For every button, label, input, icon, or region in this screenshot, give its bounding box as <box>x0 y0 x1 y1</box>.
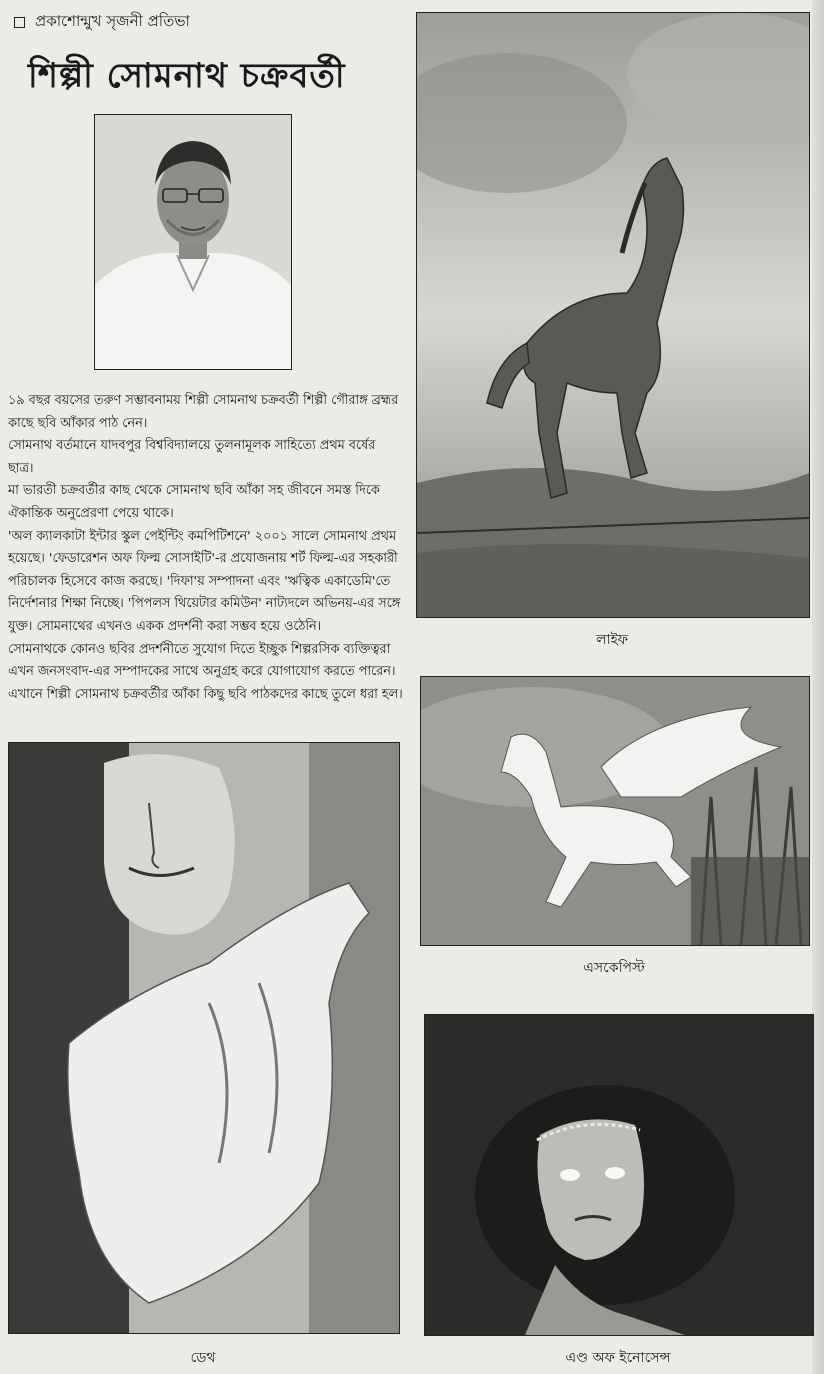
section-label <box>14 10 190 35</box>
article-body <box>8 390 404 706</box>
square-bullet-icon <box>14 17 25 28</box>
artist-portrait-photo <box>94 114 292 370</box>
painting-end-of-innocence <box>424 1014 814 1336</box>
section-label-text: প্রকাশোন্মুখ সৃজনী প্রতিভা <box>35 12 190 30</box>
caption-life: লাইফ <box>595 632 628 648</box>
article-paragraph: মা ভারতী চক্রবর্তীর কাছ থেকে সোমনাথ ছবি আঁকা সহ জীবনে সমস্ত দিকে ঐকান্তিক অনুপ্রেরণা পেয়ে থাকে। <box>8 483 380 521</box>
caption-end-of-innocence: এণ্ড অফ ইনোসেন্স <box>565 1350 671 1366</box>
caption-death: ডেথ <box>190 1350 216 1366</box>
article-paragraph: 'অল ক্যালকাটা ইন্টার স্কুল পেইন্টিং কমপিটিশনে' ২০০১ সালে সোমনাথ প্রথম হয়েছে। 'ফেডারেশন অফ ফিল্ম সোসাইটি'-র প্রযোজনায় শর্ট ফিল্ম-এর সহকারী পরিচালক হিসেবে কাজ করছে। 'দিফা'য় সম্পাদনা এবং 'ঋত্বিক একাডেমি'তে নির্দেশনার শিক্ষা নিচ্ছে। 'পিপলস থিয়েটার কমিউন' নাট্যদলে অভিনয়-এর সঙ্গে যুক্ত। সোমনাথের এখনও একক প্রদর্শনী করা সম্ভব হয়ে ওঠেনি। <box>8 528 401 634</box>
painting-life <box>416 12 810 618</box>
article-title: শিল্পী সোমনাথ চক্রবর্তী <box>28 56 346 96</box>
article-paragraph: সোমনাথকে কোনও ছবির প্রদর্শনীতে সুযোগ দিতে ইচ্ছুক শিল্পরসিক ব্যক্তিত্বরা এখন জনসংবাদ-এর সম্পাদকের সাথে অনুগ্রহ করে যোগাযোগ করতে পারেন। এখানে শিল্পী সোমনাথ চক্রবর্তীর আঁকা কিছু ছবি পাঠকদের কাছে তুলে ধরা হল। <box>8 641 403 702</box>
painting-escapist <box>420 676 810 946</box>
painting-death <box>8 742 400 1334</box>
caption-escapist: এসকেপিস্ট <box>583 960 645 976</box>
article-paragraph: ১৯ বছর বয়সের তরুণ সম্ভাবনাময় শিল্পী সোমনাথ চক্রবর্তী শিল্পী গৌরাঙ্গ ব্রহ্মর কাছে ছবি আঁকার পাঠ নেন। <box>8 393 399 431</box>
article-paragraph: সোমনাথ বর্তমানে যাদবপুর বিশ্ববিদ্যালয়ে তুলনামূলক সাহিত্যে প্রথম বর্ষের ছাত্র। <box>8 438 376 476</box>
